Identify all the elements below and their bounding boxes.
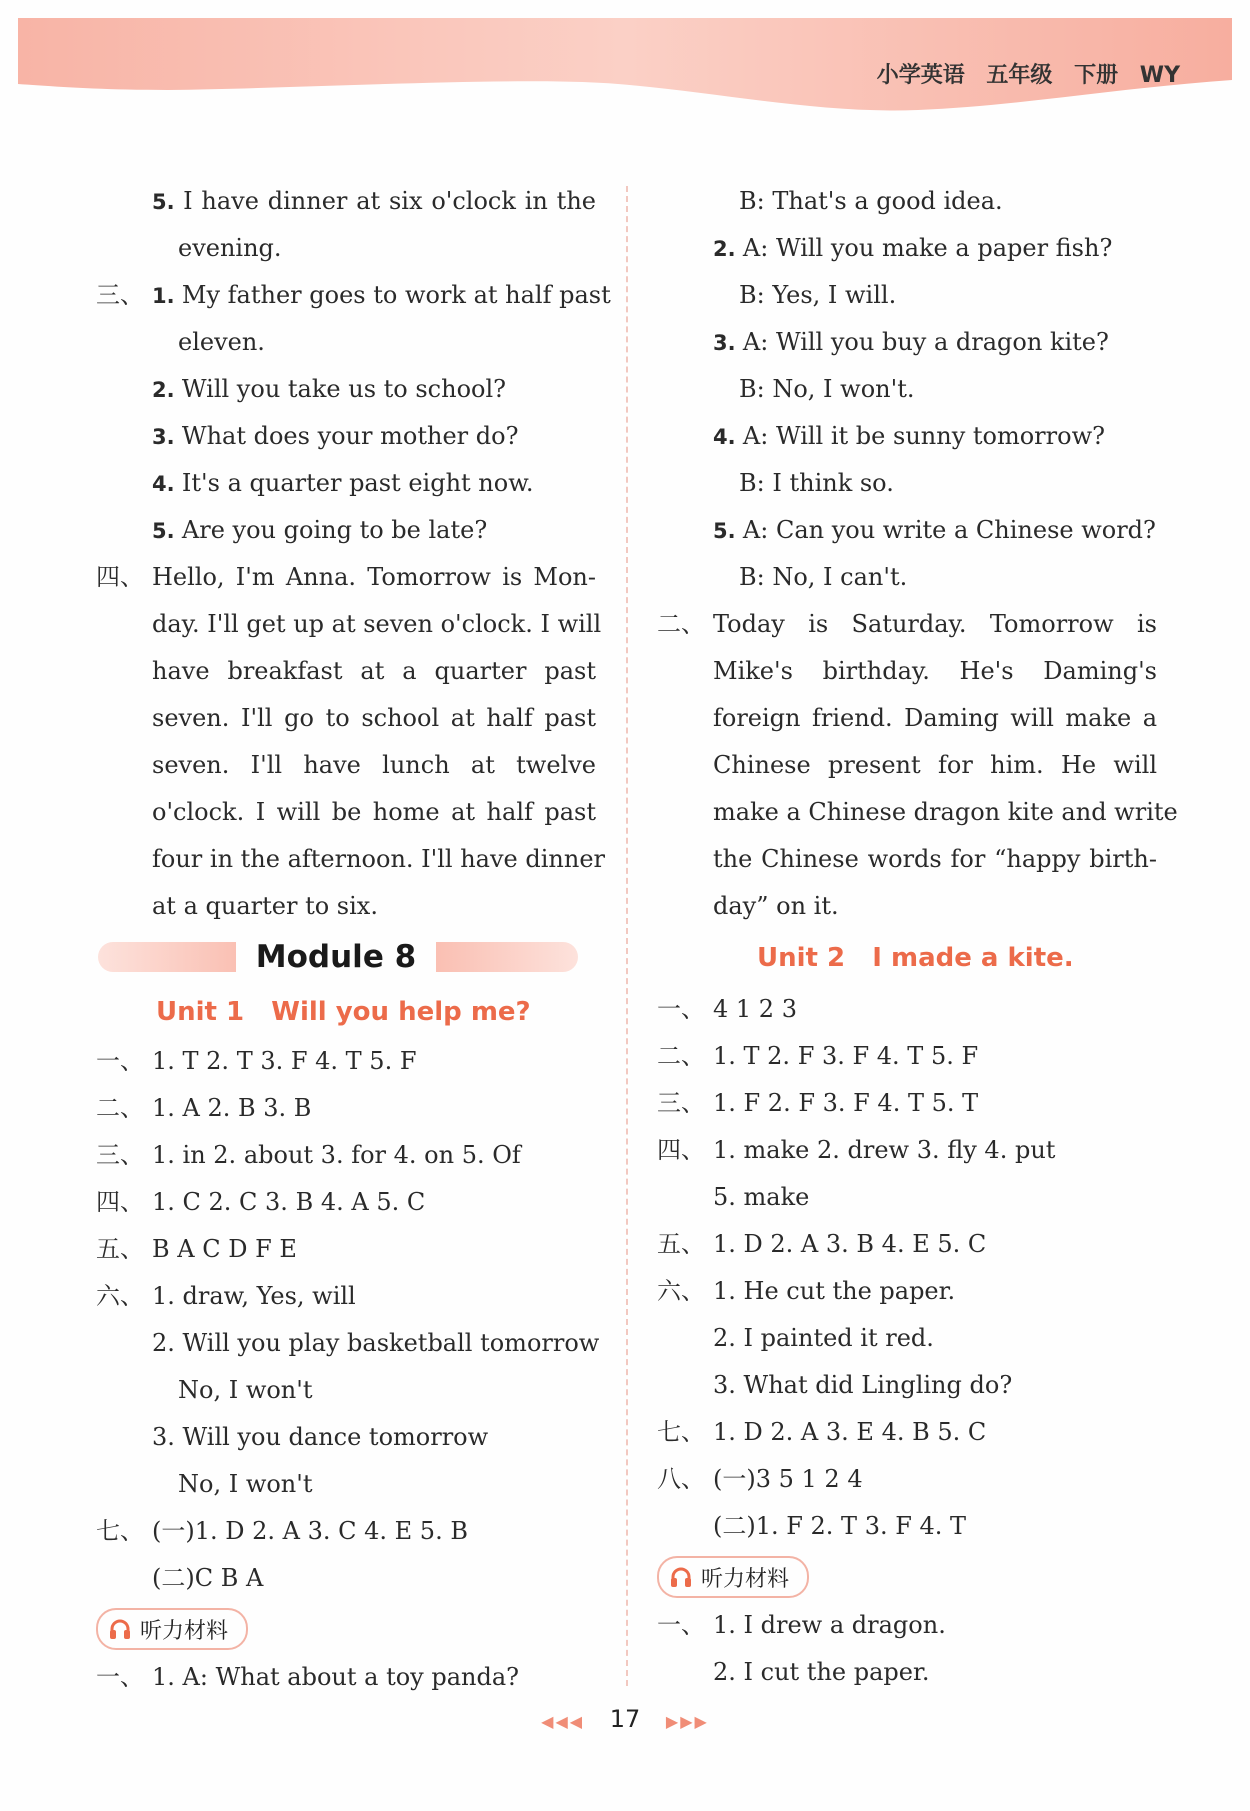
left-arrows-icon: ◀◀◀: [541, 1712, 585, 1731]
text-line: [657, 1080, 1157, 1127]
section-label: 二、: [96, 1094, 144, 1122]
text-line: [96, 460, 596, 507]
text-line: [657, 1033, 1157, 1080]
line-text: the Chinese words for “happy birth-: [713, 845, 1157, 873]
text-line: [96, 554, 596, 601]
line-text: Today is Saturday. Tomorrow is: [713, 610, 1157, 638]
text-line: [96, 1461, 596, 1508]
line-text: A: Will you buy a dragon kite?: [742, 328, 1109, 356]
line-text: 5. make: [713, 1183, 810, 1211]
section-label: 三、: [657, 1089, 705, 1117]
line-text: at a quarter to six.: [152, 892, 378, 920]
text-line: [657, 366, 1157, 413]
section-label: 一、: [96, 1047, 144, 1075]
text-line: [657, 413, 1157, 460]
line-text: 1. make 2. drew 3. fly 4. put: [713, 1136, 1056, 1164]
section-label: 四、: [96, 563, 144, 591]
item-number: 2.: [713, 237, 743, 261]
section-label: 二、: [657, 1042, 705, 1070]
line-text: day” on it.: [713, 892, 839, 920]
text-line: [96, 1320, 600, 1367]
text-line: [96, 1273, 596, 1320]
line-text: 1. T 2. T 3. F 4. T 5. F: [152, 1047, 417, 1075]
text-line: [657, 1315, 1157, 1362]
text-line: [96, 1367, 596, 1414]
text-line: [657, 178, 1157, 225]
text-line: [96, 836, 606, 883]
line-text: 2. Will you play basketball tomorrow: [152, 1329, 600, 1357]
item-number: 5.: [152, 519, 182, 543]
module-heading: [96, 930, 596, 986]
text-line: [96, 272, 611, 319]
listening-material-tag: [657, 1556, 809, 1598]
right-column: [657, 178, 1178, 1696]
section-label: 四、: [96, 1188, 144, 1216]
text-line: [96, 1654, 596, 1701]
page-number: 17: [609, 1705, 641, 1733]
section-label: 七、: [96, 1517, 144, 1545]
text-line: [657, 460, 1157, 507]
unit2-title: Unit 2 I made a kite.: [757, 943, 1074, 973]
line-text: have breakfast at a quarter past: [152, 657, 596, 685]
line-text: B: No, I can't.: [739, 563, 908, 591]
left-column: [96, 178, 611, 1701]
text-line: [657, 319, 1157, 366]
text-line: [96, 789, 596, 836]
text-line: [96, 742, 596, 789]
item-number: 5.: [713, 519, 743, 543]
line-text: Are you going to be late?: [181, 516, 488, 544]
column-divider: [626, 186, 628, 1686]
line-text: o'clock. I will be home at half past: [152, 798, 596, 826]
item-number: 2.: [152, 378, 182, 402]
line-text: B: That's a good idea.: [739, 187, 1003, 215]
line-text: 1. A 2. B 3. B: [152, 1094, 312, 1122]
line-text: make a Chinese dragon kite and write: [713, 798, 1178, 826]
text-line: [657, 272, 1157, 319]
line-text: B: Yes, I will.: [739, 281, 897, 309]
line-text: 2. I cut the paper.: [713, 1658, 930, 1686]
text-line: [657, 1409, 1157, 1456]
listening-material-label: 听力材料: [140, 1618, 229, 1644]
line-text: 3. What did Lingling do?: [713, 1371, 1013, 1399]
line-text: seven. I'll have lunch at twelve: [152, 751, 596, 779]
text-line: [96, 1508, 596, 1555]
text-line: [657, 986, 1157, 1033]
line-text: (二)C B A: [152, 1564, 264, 1592]
line-text: A: Can you write a Chinese word?: [742, 516, 1156, 544]
item-number: 3.: [713, 331, 743, 355]
section-label: 四、: [657, 1136, 705, 1164]
text-line: [96, 178, 596, 225]
item-number: 5.: [152, 190, 184, 214]
text-line: [96, 1555, 596, 1602]
text-line: [657, 1221, 1157, 1268]
section-label: 六、: [657, 1277, 705, 1305]
text-line: [657, 742, 1157, 789]
text-line: [657, 695, 1157, 742]
unit1-answers: [96, 1038, 600, 1602]
item-number: 3.: [152, 425, 182, 449]
line-text: (二)1. F 2. T 3. F 4. T: [713, 1512, 967, 1540]
text-line: [657, 554, 1157, 601]
line-text: (一)1. D 2. A 3. C 4. E 5. B: [152, 1517, 468, 1545]
line-text: day. I'll get up at seven o'clock. I will: [152, 610, 602, 638]
line-text: I have dinner at six o'clock in the: [183, 187, 596, 215]
text-line: [96, 1038, 596, 1085]
text-line: [96, 1132, 596, 1179]
line-text: 1. draw, Yes, will: [152, 1282, 356, 1310]
header-subject: 小学英语: [876, 63, 965, 88]
line-text: eleven.: [178, 328, 265, 356]
item-number: 1.: [152, 284, 182, 308]
line-text: 1. D 2. A 3. B 4. E 5. C: [713, 1230, 987, 1258]
header-edition: WY: [1139, 63, 1180, 88]
line-text: Will you take us to school?: [181, 375, 507, 403]
line-text: It's a quarter past eight now.: [181, 469, 534, 497]
text-line: [96, 601, 602, 648]
section-label: 三、: [96, 1141, 144, 1169]
line-text: (一)3 5 1 2 4: [713, 1465, 863, 1493]
text-line: [96, 695, 596, 742]
right-arrows-icon: ▶▶▶: [665, 1712, 709, 1731]
section-label: 七、: [657, 1418, 705, 1446]
text-line: [657, 883, 1157, 930]
text-line: [96, 648, 596, 695]
text-line: [657, 1456, 1157, 1503]
line-text: seven. I'll go to school at half past: [152, 704, 596, 732]
item-number: 4.: [713, 425, 743, 449]
left-top-answers: [96, 178, 611, 930]
line-text: Chinese present for him. He will: [713, 751, 1157, 779]
text-line: [96, 319, 596, 366]
line-text: 1. T 2. F 3. F 4. T 5. F: [713, 1042, 979, 1070]
headphone-icon: [108, 1617, 132, 1641]
line-text: 2. I painted it red.: [713, 1324, 934, 1352]
text-line: [96, 883, 596, 930]
text-line: [96, 225, 596, 272]
line-text: 4 1 2 3: [713, 995, 797, 1023]
text-line: [657, 836, 1157, 883]
text-line: [657, 225, 1157, 272]
text-line: [96, 366, 596, 413]
text-line: [96, 1414, 596, 1461]
section-label: 一、: [96, 1663, 144, 1691]
listening-material-tag: [96, 1608, 248, 1650]
text-line: [96, 507, 596, 554]
line-text: A: Will you make a paper fish?: [742, 234, 1113, 262]
line-text: A: Will it be sunny tomorrow?: [742, 422, 1105, 450]
module-title: Module 8: [236, 932, 436, 982]
listening-material-label: 听力材料: [701, 1566, 790, 1592]
unit1-title: Unit 1 Will you help me?: [156, 997, 531, 1027]
line-text: 1. A: What about a toy panda?: [152, 1663, 520, 1691]
line-text: 1. He cut the paper.: [713, 1277, 956, 1305]
right-listening-text: [657, 1602, 1157, 1696]
line-text: four in the afternoon. I'll have dinner: [152, 845, 606, 873]
section-label: 一、: [657, 1611, 705, 1639]
section-label: 五、: [96, 1235, 144, 1263]
line-text: No, I won't: [178, 1376, 313, 1404]
section-label: 三、: [96, 281, 144, 309]
line-text: No, I won't: [178, 1470, 313, 1498]
page-number-footer: [0, 1705, 1250, 1733]
left-listening-text: [96, 1654, 596, 1701]
item-number: 4.: [152, 472, 182, 496]
section-label: 八、: [657, 1465, 705, 1493]
section-label: 一、: [657, 995, 705, 1023]
text-line: [657, 1362, 1157, 1409]
line-text: foreign friend. Daming will make a: [713, 704, 1157, 732]
section-label: 二、: [657, 610, 705, 638]
line-text: 1. D 2. A 3. E 4. B 5. C: [713, 1418, 987, 1446]
text-line: [657, 789, 1178, 836]
text-line: [96, 1226, 596, 1273]
line-text: 1. I drew a dragon.: [713, 1611, 946, 1639]
line-text: 1. F 2. F 3. F 4. T 5. T: [713, 1089, 979, 1117]
line-text: B: No, I won't.: [739, 375, 915, 403]
text-line: [657, 1649, 1157, 1696]
header-book-info: [877, 58, 1180, 89]
text-line: [96, 413, 596, 460]
text-line: [657, 1602, 1157, 1649]
line-text: What does your mother do?: [181, 422, 519, 450]
header-term: 下册: [1074, 63, 1119, 88]
unit2-answers: [657, 986, 1157, 1550]
section-label: 六、: [96, 1282, 144, 1310]
line-text: 3. Will you dance tomorrow: [152, 1423, 489, 1451]
line-text: Hello, I'm Anna. Tomorrow is Mon-: [152, 563, 596, 591]
line-text: evening.: [178, 234, 282, 262]
line-text: B: I think so.: [739, 469, 894, 497]
text-line: [657, 1503, 1157, 1550]
text-line: [657, 507, 1157, 554]
text-line: [657, 1174, 1157, 1221]
text-line: [657, 1127, 1157, 1174]
right-top-answers: [657, 178, 1178, 930]
text-line: [96, 1179, 596, 1226]
line-text: 1. C 2. C 3. B 4. A 5. C: [152, 1188, 426, 1216]
line-text: Mike's birthday. He's Daming's: [713, 657, 1157, 685]
text-line: [657, 601, 1157, 648]
header-grade: 五年级: [986, 63, 1053, 88]
text-line: [657, 1268, 1157, 1315]
line-text: 1. in 2. about 3. for 4. on 5. Of: [152, 1141, 521, 1169]
line-text: My father goes to work at half past: [181, 281, 611, 309]
text-line: [657, 648, 1157, 695]
line-text: B A C D F E: [152, 1235, 297, 1263]
text-line: [96, 1085, 596, 1132]
headphone-icon: [669, 1565, 693, 1589]
section-label: 五、: [657, 1230, 705, 1258]
